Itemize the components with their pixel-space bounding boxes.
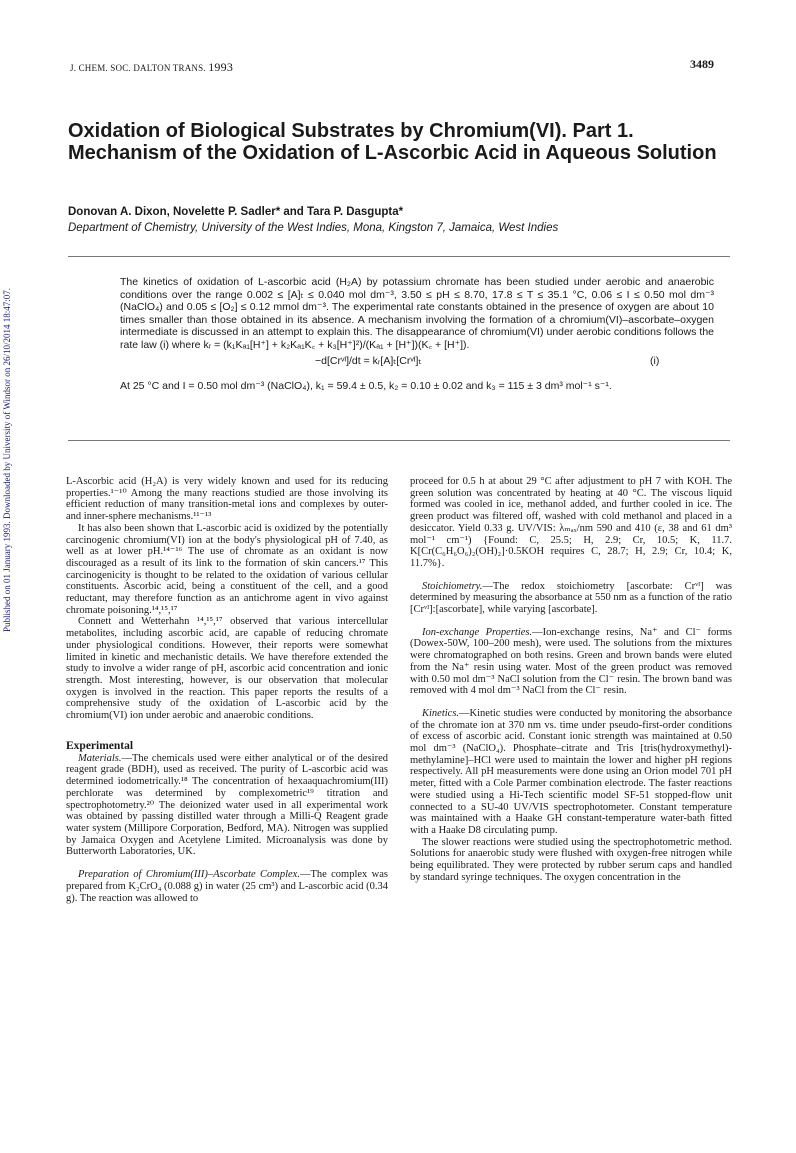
top-rule (68, 256, 730, 257)
materials-label: Materials. (78, 752, 122, 764)
intro-paragraph-3: Connett and Wetterhahn ¹⁴,¹⁵,¹⁷ observed that various intercellular metabolites, including ascorbic acid, are capable of reducing chromate under physiological conditions. However, their reports were somewhat limited in kinetic and mechanistic details. We have therefore extended the study to involve a wider range of pH, ascorbic acid concentration and ionic strength. Most interesting, however, is our observation that molecular oxygen is involved in the reaction. This paper reports the results of a comprehensive study of the oxidation of L-ascorbic acid by the chromium(VI) ion under aerobic and anaerobic conditions. (66, 616, 388, 722)
intro-paragraph-2: It has also been shown that L-ascorbic acid is oxidized by the potentially carcinogenic chromium(VI) ion at the body's physiological pH of 7.40, as well as at lower pH.¹⁴⁻¹⁶ The use of chromate as an oxidant is now discouraged as a result of its link to the formation of skin cancers.¹⁷ This carcinogenicity is thought to be related to the oxidation of various cellular constituents. Ascorbic acid, being a constituent of the cell, and a good reductant, may therefore function as an antichrome agent in vivo against chromate poisoning.¹⁴,¹⁵,¹⁷ (66, 522, 388, 616)
experimental-heading: Experimental (66, 739, 134, 752)
materials-paragraph (66, 753, 388, 858)
rate-law-equation: −d[Crᵛᴵ]/dt = kᵣ[A]ₜ[Crᵛᴵ]ₜ (315, 355, 422, 367)
kinetics-label: Kinetics. (422, 707, 460, 719)
abstract (120, 276, 714, 352)
stoichiometry-paragraph (410, 581, 732, 616)
authors: Donovan A. Dixon, Novelette P. Sadler* and Tara P. Dasgupta* (68, 206, 404, 218)
kinetics-paragraph (410, 708, 732, 837)
abstract-text: The kinetics of oxidation of L-ascorbic acid (H₂A) by potassium chromate has been studied under aerobic and anaerobic conditions over the range 0.002 ≤ [A]ₜ ≤ 0.040 mol dm⁻³, 3.50 ≤ pH ≤ 8.70, 17.8 ≤ T ≤ 35.1 °C, 0.06 ≤ I ≤ 0.50 mol dm⁻³ (NaClO₄) and 0.05 ≤ [O₂] ≤ 0.12 mmol dm⁻³. The experimental rate constants obtained in the presence of oxygen are about 10 times smaller than those obtained in its absence. A mechanism involving the formation of a chromium(VI)–ascorbate–oxygen intermediate is discussed in an attempt to explain this. The disappearance of chromium(VI) under aerobic conditions follows the rate law (i) where kᵣ = (k₁Kₐ₁[H⁺] + k₂Kₐ₁K꜀ + k₃[H⁺]²)/(Kₐ₁ + [H⁺])(K꜀ + [H⁺]). (120, 276, 714, 351)
preparation-text: —The complex was prepared from K₂CrO₄ (0.088 g) in water (25 cm³) and L-ascorbic acid (0.34 g). The reaction was allowed to (66, 869, 388, 904)
ion-exchange-text: —Ion-exchange resins, Na⁺ and Cl⁻ forms (Dowex-50W, 100–200 mesh), were used. The solutions from the mixtures were chromatographed on both resins. Green and brown bands were eluted from the Na⁺ resin using water. Most of the green product was removed with 0.50 mol dm⁻³ NaCl solution from the Cl⁻ resin. The brown band was removed with 4 mol dm⁻³ NaCl from the Cl⁻ resin. (410, 626, 732, 697)
journal-name: J. CHEM. SOC. DALTON TRANS. (70, 63, 206, 73)
slower-reactions-paragraph: The slower reactions were studied using the spectrophotometric method. Solutions for anaerobic study were flushed with oxygen-free nitrogen while being equilibrated. They were protected by rubber serum caps and handled by standard syringe techniques. The oxygen concentration in the (410, 836, 732, 883)
preparation-paragraph (66, 869, 388, 904)
article-title: Oxidation of Biological Substrates by Chromium(VI). Part 1. Mechanism of the Oxidation of L-Ascorbic Acid in Aqueous Solution (68, 120, 717, 164)
page-number: 3489 (690, 57, 714, 71)
equation-number: (i) (650, 355, 660, 367)
ion-exchange-label: Ion-exchange Properties. (422, 626, 533, 638)
stoichiometry-text: —The redox stoichiometry [ascorbate: Crᵛᴵ] was determined by measuring the absorbance at 550 nm as a function of the ratio [Crᵛᴵ]:[ascorbate], while varying [ascorbate]. (410, 580, 732, 616)
materials-text: —The chemicals used were either analytical or of the desired reagent grade (BDH), used as received. The purity of L-ascorbic acid was determined iodometrically.¹⁸ The concentration of hexaaquachromium(III) perchlorate was determined by complexometric¹⁹ titration and spectrophotometry.²⁰ The deionized water used in all experimental work was obtained by passing distilled water through a Milli-Q Reagent grade water system (Millipore Corporation, Bedford, MA). Nitrogen was supplied by Jamaica Oxygen and Acetylene Limited. Microanalysis was done by Butterworth Laboratories, UK. (66, 752, 388, 858)
right-column (410, 476, 732, 884)
journal-header (70, 60, 233, 75)
publication-side-note: Published on 01 January 1993. Downloaded by University of Windsor on 26/10/2014 18:47:07. (2, 288, 12, 632)
left-column (66, 476, 388, 904)
kinetics-text: —Kinetic studies were conducted by monitoring the absorbance of the chromate ion at 370 nm vs. time under pseudo-first-order conditions of excess of ascorbic acid. Constant ionic strength was maintained at 0.50 mol dm⁻³ (NaClO₄). Phosphate–citrate and Tris [tris(hydroxymethyl)-methylamine]–HCl were used to maintain the lower and higher pH regions respectively. All pH measurements were done using an Orion model 701 pH meter, fitted with a Cole Parmer combination electrode. The faster reactions were studied using a Hi-Tech scientific model SF-51 stopped-flow unit connected to a SU-40 UV/VIS spectrophotometer. Constant temperature was maintained with a Haake GH constant-temperature water-bath fitted with a Haake D8 circulating pump. (410, 707, 732, 836)
intro-paragraph-1: L-Ascorbic acid (H₂A) is very widely known and used for its reducing properties.¹⁻¹⁰ Among the many reactions studied are those involving its efficient reduction of many transition-metal ions and complexes by outer- and inner-sphere mechanisms.¹¹⁻¹³ (66, 476, 388, 523)
affiliation: Department of Chemistry, University of the West Indies, Mona, Kingston 7, Jamaica, West Indies (68, 222, 559, 234)
journal-year: 1993 (208, 60, 234, 74)
bottom-rule (68, 440, 730, 441)
ion-exchange-paragraph (410, 627, 732, 697)
abstract-conditions: At 25 °C and I = 0.50 mol dm⁻³ (NaClO₄), k₁ = 59.4 ± 0.5, k₂ = 0.10 ± 0.02 and k₃ = 115 ± 3 dm³ mol⁻¹ s⁻¹. (120, 380, 612, 392)
preparation-continued: proceed for 0.5 h at about 29 °C after adjustment to pH 7 with KOH. The green solution was concentrated by heating at 40 °C. The viscous liquid formed was cooled in ice, methanol added, and further cooled in ice. The green product was filtered off, washed with cold methanol and placed in a desiccator. Yield 0.33 g. UV/VIS: λₘₐₓ/nm 590 and 410 (ε, 38 and 61 dm³ mol⁻¹ cm⁻¹) {Found: C, 25.5; H, 2.9; Cr, 10.5; K, 11.7. K[Cr(C₆H₆O₆)₂(OH)₂]·0.5KOH requires C, 28.7; H, 2.9; Cr, 10.4; K, 11.7%}. (410, 476, 732, 569)
preparation-label: Preparation of Chromium(III)–Ascorbate Complex. (78, 869, 300, 881)
stoichiometry-label: Stoichiometry. (422, 580, 483, 592)
